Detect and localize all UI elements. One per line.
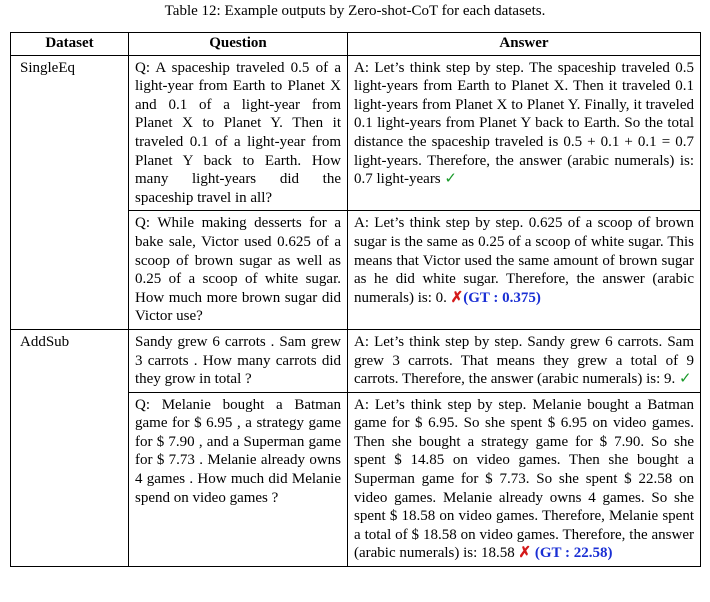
cross-icon: ✗ <box>518 545 532 562</box>
check-icon: ✓ <box>444 171 457 188</box>
ground-truth-label: (GT : 22.58) <box>534 545 613 562</box>
header-dataset: Dataset <box>11 33 129 56</box>
question-cell: Q: While making desserts for a bake sale, Victor used 0.625 of a scoop of brown sugar as well as 0.25 of a scoop of white sugar. How much more brown sugar did Victor use? <box>129 211 348 330</box>
answer-text: A: Let’s think step by step. 0.625 of a scoop of brown sugar is the same as 0.25 of a scoop of white sugar. This means that Victor used the same amount of brown sugar as he did white sugar. Therefore, the answer (arabic numerals) is: 0. <box>354 215 694 306</box>
answer-text: A: Let’s think step by step. Sandy grew 6 carrots. Sam grew 3 carrots. That means they grew a total of 9 carrots. Therefore, the answer (arabic numerals) is: 9. <box>354 333 694 388</box>
check-icon: ✓ <box>679 371 692 388</box>
dataset-cell: SingleEq <box>11 55 129 211</box>
table-row <box>11 211 701 330</box>
cross-icon: ✗ <box>450 289 464 306</box>
ground-truth-label: (GT : 0.375) <box>463 289 541 306</box>
answer-cell <box>348 55 701 211</box>
dataset-cell <box>11 211 129 330</box>
header-answer: Answer <box>348 33 701 56</box>
answer-cell <box>348 211 701 330</box>
examples-table <box>10 32 701 567</box>
table-row <box>11 392 701 566</box>
answer-cell <box>348 392 701 566</box>
table-row <box>11 55 701 211</box>
question-cell: Q: Melanie bought a Batman game for $ 6.95 , a strategy game for $ 7.90 , and a Superman game for $ 7.73 . Melanie already owns 4 games . How much did Melanie spend on video games ? <box>129 392 348 566</box>
question-cell: Sandy grew 6 carrots . Sam grew 3 carrots . How many carrots did they grow in total ? <box>129 329 348 392</box>
question-cell: Q: A spaceship traveled 0.5 of a light-year from Earth to Planet X and 0.1 of a light-year from Planet X to Planet Y. Then it traveled 0.1 of a light-year from Planet Y back to Earth. How many light-years did the spaceship travel in all? <box>129 55 348 211</box>
table-caption: Table 12: Example outputs by Zero-shot-CoT for each datasets. <box>164 3 546 19</box>
answer-text: A: Let’s think step by step. Melanie bought a Batman game for $ 6.95. So she spent $ 6.95 on video games. Then she bought a strategy game for $ 7.90. So she spent $ 14.85 on video games. Then she bought a Superman game for $ 7.73. So she spent $ 22.58 on video games. Melanie already owns 4 games. So she spent $ 18.58 on video games. Therefore, Melanie spent a total of $ 18.58 on video games. Therefore, the answer (arabic numerals) is: 18.58 <box>354 396 694 562</box>
answer-text: A: Let’s think step by step. The spaceship traveled 0.5 light-years from Earth to Planet X. Then it traveled 0.1 light-years from Planet X to Planet Y. Finally, it traveled 0.1 light-years from Planet Y back to Earth. So the total distance the spaceship traveled is 0.5 + 0.1 + 0.1 = 0.7 light-years. Therefore, the answer (arabic numerals) is: 0.7 light-years <box>354 59 694 188</box>
dataset-cell <box>11 392 129 566</box>
table-row <box>11 329 701 392</box>
answer-cell <box>348 329 701 392</box>
dataset-cell: AddSub <box>11 329 129 392</box>
header-row <box>11 33 701 56</box>
header-question: Question <box>129 33 348 56</box>
